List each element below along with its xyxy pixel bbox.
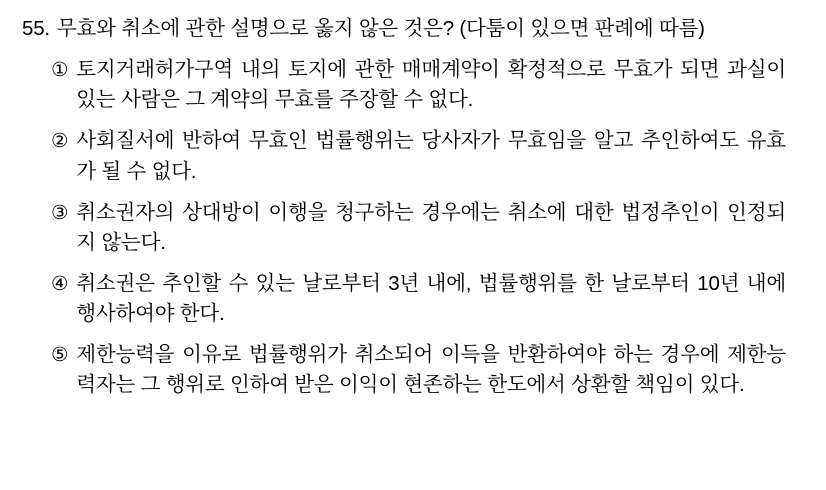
choice-marker-2: ② bbox=[51, 130, 69, 153]
choice-text-2: 사회질서에 반하여 무효인 법률행위는 당사자가 무효임을 알고 추인하여도 유효가 될 수 없다. bbox=[76, 129, 786, 183]
choice-marker-5: ⑤ bbox=[51, 344, 69, 367]
question-block bbox=[22, 14, 804, 44]
choice-text-3: 취소권자의 상대방이 이행을 청구하는 경우에는 취소에 대한 법정추인이 인정되지 않는다. bbox=[76, 200, 786, 254]
choice-text-5: 제한능력을 이유로 법률행위가 취소되어 이득을 반환하여야 하는 경우에 제한능력자는 그 행위로 인하여 받은 이익이 현존하는 한도에서 상환할 책임이 있다. bbox=[76, 343, 786, 397]
choice-marker-3: ③ bbox=[51, 201, 69, 224]
choice-option-2[interactable] bbox=[51, 126, 804, 186]
choice-option-1[interactable] bbox=[51, 55, 804, 115]
choice-option-4[interactable] bbox=[51, 269, 804, 329]
question-text: 무효와 취소에 관한 설명으로 옳지 않은 것은? (다툼이 있으면 판례에 따름) bbox=[56, 17, 705, 40]
choice-marker-4: ④ bbox=[51, 272, 69, 295]
choice-option-3[interactable] bbox=[51, 198, 804, 258]
choice-option-5[interactable] bbox=[51, 340, 804, 400]
choice-text-4: 취소권은 추인할 수 있는 날로부터 3년 내에, 법률행위를 한 날로부터 10년 내에 행사하여야 한다. bbox=[76, 271, 786, 325]
question-number: 55. bbox=[22, 17, 50, 40]
choice-marker-1: ① bbox=[51, 59, 69, 82]
choice-text-1: 토지거래허가구역 내의 토지에 관한 매매계약이 확정적으로 무효가 되면 과실이 있는 사람은 그 계약의 무효를 주장할 수 없다. bbox=[76, 58, 786, 112]
choice-list bbox=[22, 55, 804, 400]
